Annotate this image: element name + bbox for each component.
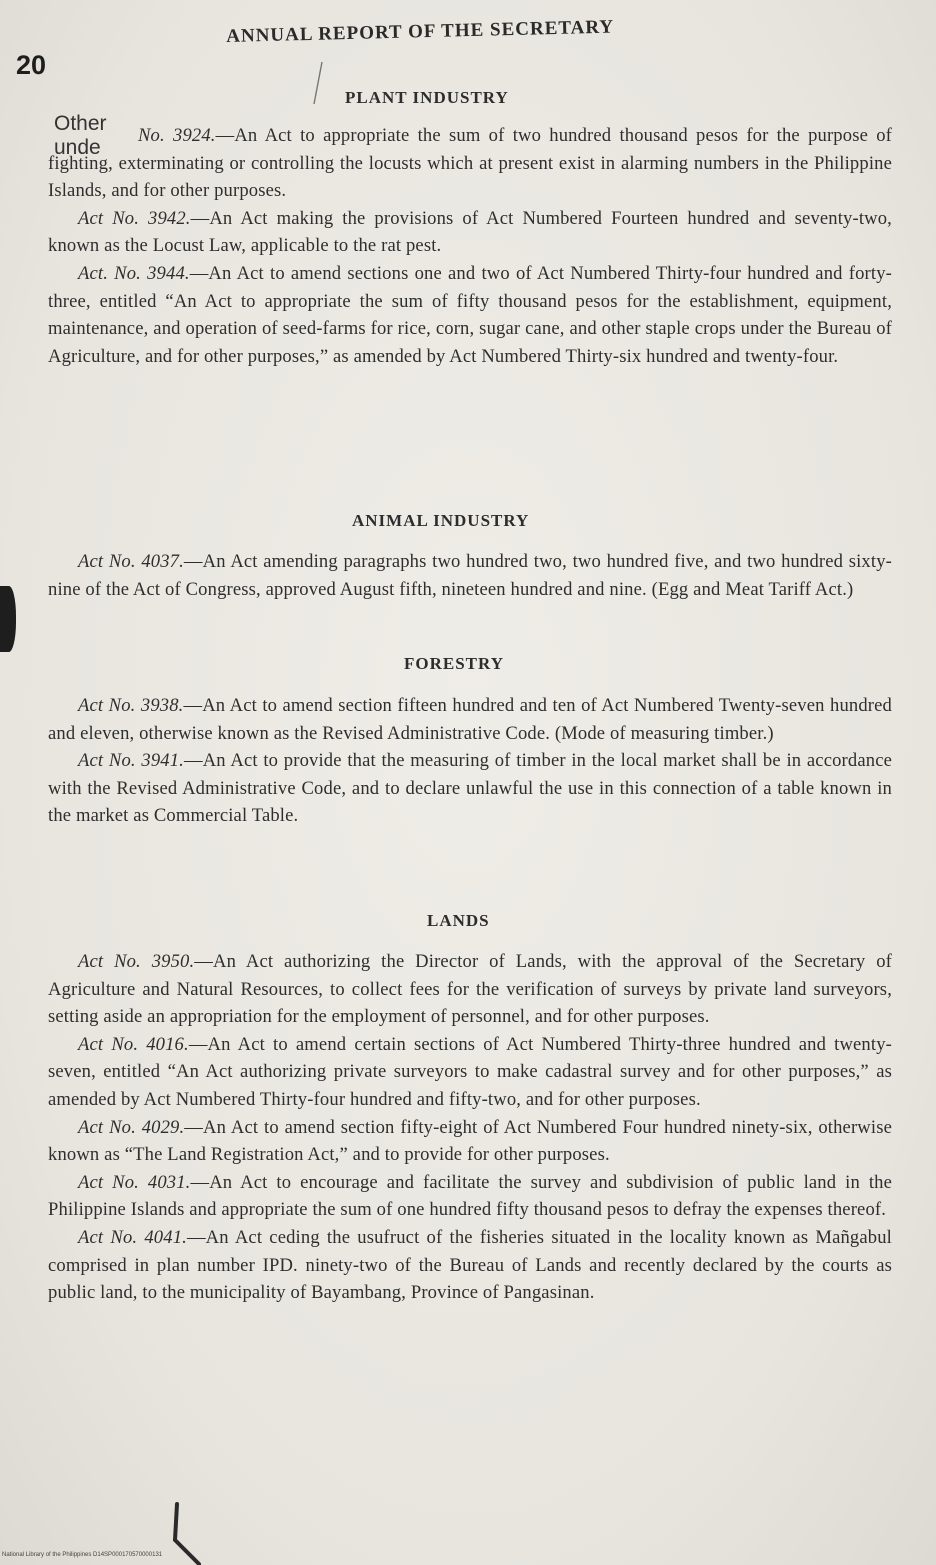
page-number: 20 (16, 50, 47, 80)
margin-note-line: unde (54, 136, 101, 159)
pencil-stroke-mark (165, 1500, 225, 1565)
library-imprint: National Library of the Philippines D14SP000170570000131 (2, 1552, 163, 1558)
act-text: —An Act ceding the usufruct of the fisheries situated in the locality known as Mañgabul comprised in plan number IPD. ninety-two of the Bureau of Lands and recently declared by the courts as public land, to the municipality of Bayambang, Province of Pangasinan. (48, 1226, 892, 1304)
act-text: —An Act to amend section fifty-eight of Act Numbered Four hundred ninety-six, otherwise known as “The Land Registration Act,” and to provide for other purposes. (48, 1116, 892, 1166)
act-paragraph (48, 747, 892, 830)
pen-stroke-mark (300, 60, 340, 110)
act-text: —An Act making the provisions of Act Numbered Fourteen hundred and seventy-two, known as the Locust Law, applicable to the rat pest. (48, 207, 892, 257)
act-text: —An Act to amend sections one and two of Act Numbered Thirty-four hundred and forty-three, entitled “An Act to appropriate the sum of fifty thousand pesos for the establishment, equipment, maintenance, and operation of seed-farms for rice, corn, sugar cane, and other staple crops under the Bureau of Agriculture, and for other purposes,” as amended by Act Numbered Thirty-six hundred and twenty-four. (48, 262, 892, 367)
act-paragraph (48, 260, 892, 370)
act-number: Act No. 3941. (78, 750, 184, 772)
act-number: Act No. 4037. (78, 551, 184, 572)
act-text: —An Act to appropriate the sum of two hundred thousand pesos for the purpose of fighting, exterminating or controlling the locusts which at present exist in alarming numbers in the Philippine Islands, and for other purposes. (48, 125, 892, 202)
act-paragraph (48, 548, 892, 603)
act-text: —An Act amending paragraphs two hundred two, two hundred five, and two hundred sixty-nine of the Act of Congress, approved August fifth, nineteen hundred and nine. (Egg and Meat Tariff Act.) (48, 551, 892, 600)
section-heading-forestry: FORESTRY (404, 654, 504, 673)
act-paragraph (48, 1114, 892, 1169)
section-heading-animal-industry: ANIMAL INDUSTRY (352, 511, 530, 530)
binding-clip-mark (0, 586, 16, 652)
act-text: —An Act to amend section fifteen hundred and ten of Act Numbered Twenty-seven hundred and eleven, otherwise known as the Revised Administrative Code. (Mode of measuring timber.) (48, 695, 892, 744)
section-heading-lands: LANDS (427, 911, 490, 930)
section-forestry (48, 692, 892, 830)
act-paragraph (48, 1224, 892, 1307)
act-number: Act No. 4041. (78, 1226, 187, 1248)
act-text: —An Act to encourage and facilitate the survey and subdivision of public land in the Philippine Islands and appropriate the sum of one hundred fifty thousand pesos to defray the expenses thereof. (48, 1171, 892, 1221)
act-text: —An Act authorizing the Director of Lands, with the approval of the Secretary of Agriculture and Natural Resources, to collect fees for the verification of surveys by private land surveyors, setting aside an appropriation for the employment of personnel, and for other purposes. (48, 951, 892, 1028)
running-head: ANNUAL REPORT OF THE SECRETARY (226, 16, 615, 47)
act-paragraph (48, 692, 892, 747)
section-plant-industry (48, 122, 892, 370)
act-number: Act No. 4016. (78, 1033, 189, 1055)
act-text: —An Act to provide that the measuring of timber in the local market shall be in accordance with the Revised Administrative Code, and to declare unlawful the use in this connection of a table known in the market as Commercial Table. (48, 750, 892, 827)
act-number: Act No. 3938. (78, 695, 184, 716)
act-paragraph (48, 1169, 892, 1224)
act-number: Act No. 3950. (78, 951, 195, 972)
act-text: —An Act to amend certain sections of Act Numbered Thirty-three hundred and twenty-seven, entitled “An Act authorizing private surveyors to make cadastral survey and for other purposes,” as amended by Act Numbered Thirty-four hundred and fifty-two, and for other purposes. (48, 1033, 892, 1110)
section-animal-industry (48, 548, 892, 603)
section-heading-plant-industry: PLANT INDUSTRY (345, 88, 509, 107)
act-number: Act No. 4029. (78, 1116, 185, 1138)
act-paragraph (48, 948, 892, 1031)
margin-note-line: Other (54, 112, 107, 135)
act-number: Act No. 4031. (78, 1171, 191, 1193)
act-number: Act. No. 3944. (78, 262, 190, 284)
act-paragraph (48, 1031, 892, 1114)
act-paragraph (48, 205, 892, 260)
act-number: No. 3924. (138, 125, 216, 146)
act-paragraph (48, 122, 892, 205)
act-number: Act No. 3942. (78, 207, 191, 229)
section-lands (48, 948, 892, 1307)
